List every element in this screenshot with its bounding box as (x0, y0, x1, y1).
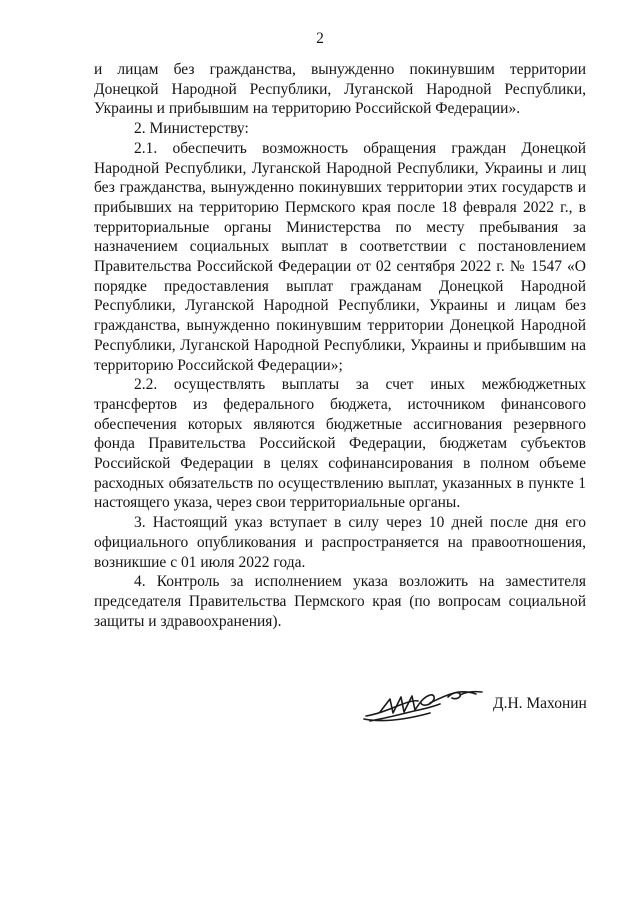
page-number: 2 (316, 30, 324, 47)
paragraph-continuation: и лицам без гражданства, вынужденно покинувшим территории Донецкой Народной Республики, Луганской Народной Республики, Украины и прибывшим на территорию Российской Федерации». (94, 61, 586, 118)
paragraph-item-2-1: 2.1. обеспечить возможность обращения граждан Донецкой Народной Республики, Луганской Народной Республики, Украины и лиц без гражданства, вынужденно покинувших территории этих государств и прибывших на территорию Пермского края после 18 февраля 2022 г., в территориальные органы Министерства по месту пребывания за назначением социальных выплат в соответствии с постановлением Правительства Российской Федерации от 02 сентября 2022 г. № 1547 «О порядке предоставления выплат гражданам Донецкой Народной Республики, Луганской Народной Республики, Украины и лицам без гражданства, вынужденно покинувшим территории Донецкой Народной Республики, Луганской Народной Республики, Украины и прибывшим на территорию Российской Федерации»; (94, 139, 586, 374)
document-body (94, 60, 586, 631)
paragraph-item-2-2: 2.2. осуществлять выплаты за счет иных межбюджетных трансфертов из федерального бюджета, источником финансового обеспечения которых являются бюджетные ассигнования резервного фонда Правительства Российской Федерации, бюджетам субъектов Российской Федерации в целях софинансирования в полном объеме расходных обязательств по осуществлению выплат, указанных в пункте 1 настоящего указа, через свои территориальные органы. (94, 376, 586, 512)
paragraph-item-4: 4. Контроль за исполнением указа возложить на заместителя председателя Правительства Пермского края (по вопросам социальной защиты и здравоохранения). (94, 573, 586, 630)
signature-block (360, 683, 600, 733)
signatory-name: Д.Н. Махонин (493, 695, 587, 712)
paragraph-item-2: 2. Министерству: (134, 120, 249, 138)
handwritten-signature (360, 683, 488, 727)
paragraph-item-3: 3. Настоящий указ вступает в силу через 10 дней после дня его официального опубликования и распространяется на правоотношения, возникшие с 01 июля 2022 года. (94, 514, 586, 571)
